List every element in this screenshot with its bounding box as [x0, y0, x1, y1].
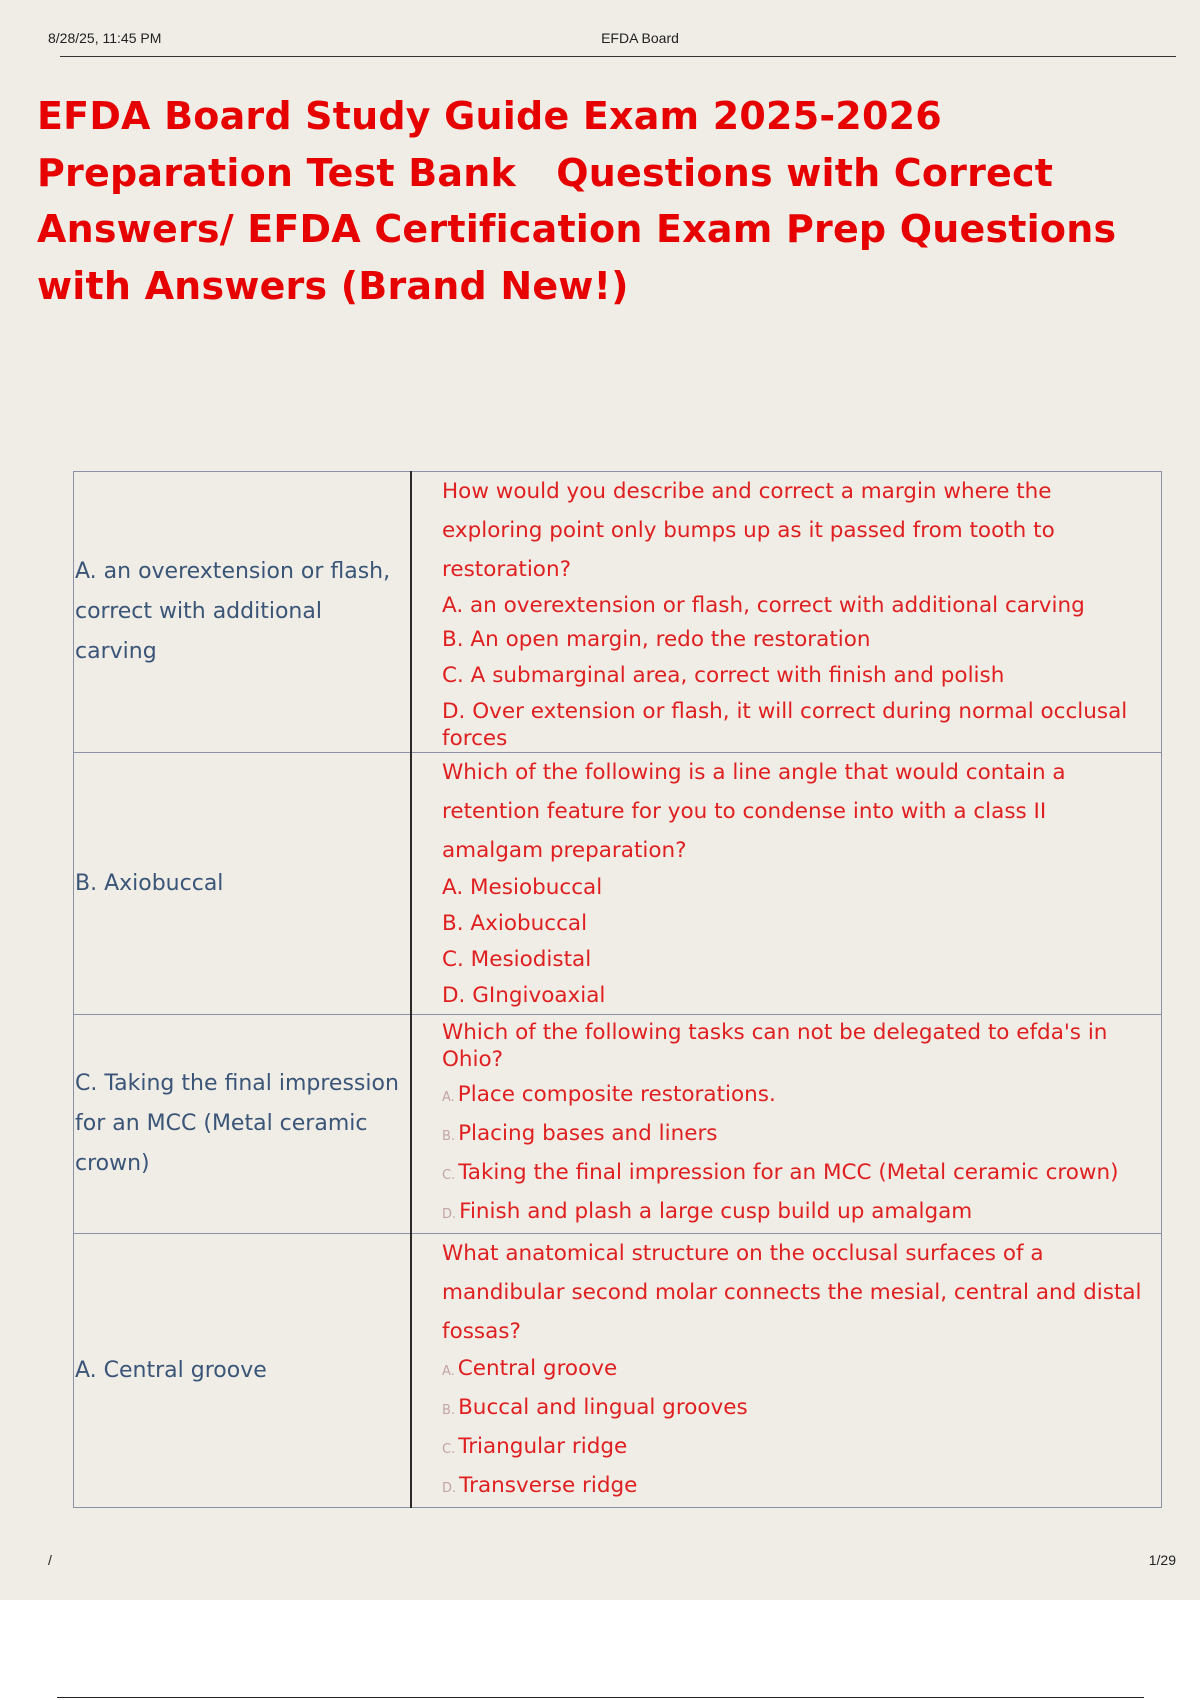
- option-letter: A.: [442, 1364, 455, 1379]
- option-letter: A.: [442, 1090, 455, 1105]
- answer-text: A. Central groove: [75, 1357, 267, 1383]
- option-letter: D.: [442, 1481, 457, 1496]
- question-cell: [411, 753, 1162, 1015]
- option-letter: D.: [442, 1207, 457, 1222]
- print-site-title: EFDA Board: [601, 30, 679, 46]
- answer-cell: [74, 1234, 412, 1508]
- option-item: A. Central groove: [442, 1356, 618, 1381]
- option-item: B. Placing bases and liners: [442, 1121, 718, 1146]
- question-text: How would you describe and correct a margin where the exploring point only bumps up as it passed from tooth to restoration?: [442, 479, 1055, 582]
- option-item: D. GIngivoaxial: [442, 983, 606, 1008]
- document-title: EFDA Board Study Guide Exam 2025-2026 Preparation Test Bank Questions with Correct Answers/ EFDA Certification Exam Prep Questions with Answers (Brand New!): [37, 94, 1117, 308]
- option-item: A. an overextension or flash, correct with additional carving: [442, 593, 1085, 618]
- option-letter: C.: [442, 1168, 456, 1183]
- flashcard-row: [74, 1015, 1162, 1234]
- option-item: D. Over extension or flash, it will correct during normal occlusal forces: [442, 699, 1128, 751]
- question-cell: [411, 1234, 1162, 1508]
- answer-cell: [74, 753, 412, 1015]
- option-item: A. Mesiobuccal: [442, 875, 603, 900]
- header-divider: [60, 56, 1176, 57]
- option-item: B. Buccal and lingual grooves: [442, 1395, 748, 1420]
- print-datetime: 8/28/25, 11:45 PM: [48, 30, 162, 46]
- option-item: C. Mesiodistal: [442, 947, 592, 972]
- answer-text: B. Axiobuccal: [75, 870, 224, 896]
- option-item: B. An open margin, redo the restoration: [442, 627, 871, 652]
- flashcard-row: [74, 472, 1162, 753]
- option-item: A. Place composite restorations.: [442, 1082, 776, 1107]
- answer-text: A. an overextension or flash, correct with additional carving: [75, 559, 391, 664]
- option-item: C. A submarginal area, correct with finish and polish: [442, 663, 1005, 688]
- question-text: What anatomical structure on the occlusal surfaces of a mandibular second molar connects the mesial, central and distal fossas?: [442, 1241, 1142, 1344]
- flashcard-row: [74, 753, 1162, 1015]
- option-item: D. Transverse ridge: [442, 1473, 638, 1498]
- option-letter: B.: [442, 1129, 456, 1144]
- flashcard-table: [73, 471, 1162, 1508]
- option-item: D. Finish and plash a large cusp build up amalgam: [442, 1199, 973, 1224]
- option-letter: C.: [442, 1442, 456, 1457]
- question-text: Which of the following tasks can not be delegated to efda's in Ohio?: [442, 1020, 1108, 1072]
- option-item: C. Triangular ridge: [442, 1434, 628, 1459]
- question-text: Which of the following is a line angle that would contain a retention feature for you to condense into with a class II amalgam preparation?: [442, 760, 1066, 863]
- question-cell: [411, 1015, 1162, 1234]
- answer-cell: [74, 472, 412, 753]
- answer-text: C. Taking the final impression for an MCC (Metal ceramic crown): [75, 1071, 399, 1176]
- option-item: C. Taking the final impression for an MCC (Metal ceramic crown): [442, 1160, 1119, 1185]
- question-cell: [411, 472, 1162, 753]
- option-letter: B.: [442, 1403, 456, 1418]
- page-number: 1/29: [1148, 1552, 1176, 1568]
- option-item: B. Axiobuccal: [442, 911, 588, 936]
- answer-cell: [74, 1015, 412, 1234]
- flashcard-row: [74, 1234, 1162, 1508]
- next-page-header-divider: [57, 1697, 1144, 1698]
- print-url: /: [48, 1552, 52, 1568]
